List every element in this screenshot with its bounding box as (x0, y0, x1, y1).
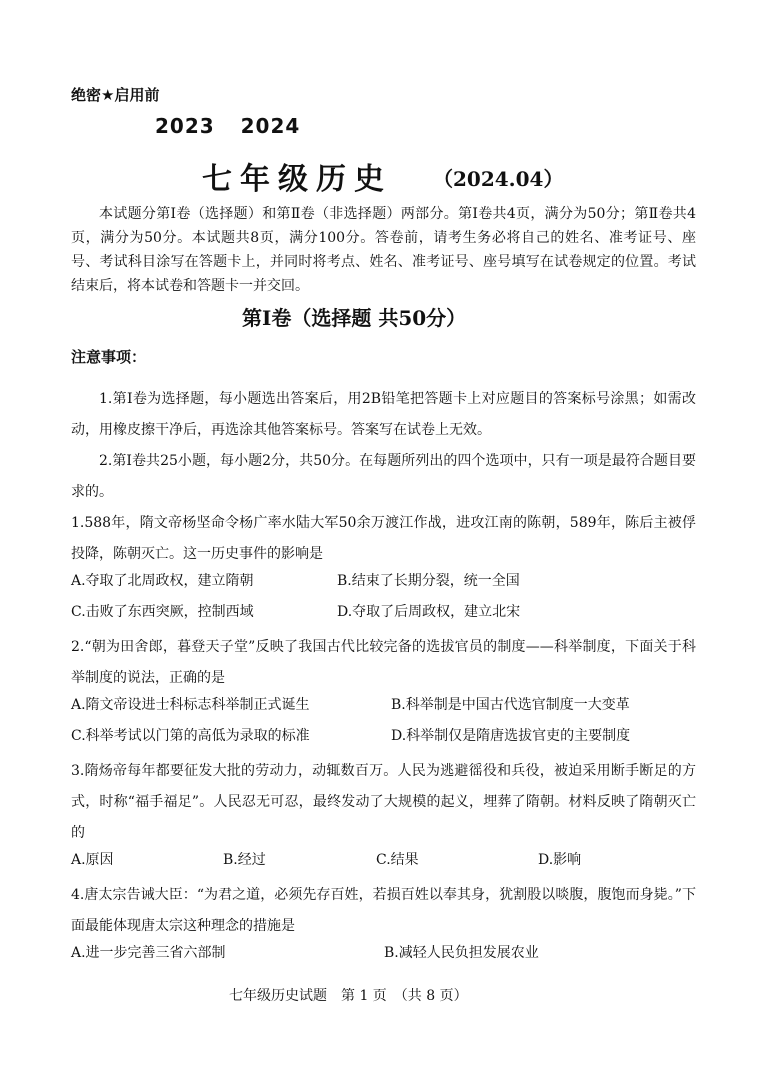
exam-date: （2024.04） (433, 167, 564, 191)
notice-title: 注意事项： (71, 348, 147, 366)
question-3-option-c: C.结果 (376, 852, 419, 868)
notice-item-1: 1.第Ⅰ卷为选择题，每小题选出答案后，用2B铅笔把答题卡上对应题目的答案标号涂黑；如需改动，用橡皮擦干净后，再选涂其他答案标号。答案写在试卷上无效。 (71, 391, 696, 438)
question-2-stem: 2.“朝为田舍郎，暮登天子堂”反映了我国古代比较完备的选拔官员的制度——科举制度，下面关于科举制度的说法，正确的是 (71, 639, 696, 686)
school-year (155, 114, 300, 138)
page-footer: 七年级历史试题 第 1 页 （共 8 页） (229, 988, 468, 1004)
exam-instructions: 本试题分第Ⅰ卷（选择题）和第Ⅱ卷（非选择题）两部分。第Ⅰ卷共4页，满分为50分；第Ⅱ卷共4页，满分为50分。本试题共8页，满分100分。答卷前，请考生务必将自己的姓名、准考证号、座号、考试科目涂写在答题卡上，并同时将考点、姓名、准考证号、座号填写在试卷规定的位置。考试结束后，将本试卷和答题卡一并交回。 (71, 206, 696, 294)
notice-item-2: 2.第Ⅰ卷共25小题，每小题2分，共50分。在每题所列出的四个选项中，只有一项是最符合题目要求的。 (71, 453, 696, 500)
question-1-stem: 1.588年，隋文帝杨坚命令杨广率水陆大军50余万渡江作战，进攻江南的陈朝，589年，陈后主被俘投降，陈朝灭亡。这一历史事件的影响是 (71, 515, 696, 562)
page-title: 七年级历史 (202, 162, 392, 197)
question-1-option-b: B.结束了长期分裂，统一全国 (337, 573, 520, 589)
question-1-option-c: C.击败了东西突厥，控制西域 (71, 604, 254, 620)
question-1-option-a: A.夺取了北周政权，建立隋朝 (71, 573, 254, 589)
section-heading: 第Ⅰ卷（选择题 共50分） (242, 306, 467, 330)
confidential-mark: 绝密★启用前 (71, 86, 160, 104)
question-4-option-b: B.减轻人民负担发展农业 (384, 945, 539, 961)
school-year-start: 2023 (155, 114, 215, 138)
question-3-option-a: A.原因 (71, 852, 114, 868)
question-3-option-d: D.影响 (538, 852, 582, 868)
question-2-option-c: C.科举考试以门第的高低为录取的标准 (71, 728, 310, 744)
question-3-option-b: B.经过 (223, 852, 266, 868)
question-2-option-a: A.隋文帝设进士科标志科举制正式诞生 (71, 697, 310, 713)
school-year-end: 2024 (240, 114, 301, 138)
question-2-option-b: B.科举制是中国古代选官制度一大变革 (391, 697, 630, 713)
question-3-stem: 3.隋炀帝每年都要征发大批的劳动力，动辄数百万。人民为逃避徭役和兵役，被迫采用断手断足的方式，时称“福手福足”。人民忍无可忍，最终发动了大规模的起义，埋葬了隋朝。材料反映了隋朝灭亡的 (71, 763, 696, 841)
question-4-option-a: A.进一步完善三省六部制 (71, 945, 226, 961)
question-1-option-d: D.夺取了后周政权，建立北宋 (337, 604, 521, 620)
question-2-option-d: D.科举制仅是隋唐选拔官吏的主要制度 (391, 728, 631, 744)
question-4-stem: 4.唐太宗告诫大臣：“为君之道，必须先存百姓，若损百姓以奉其身，犹割股以啖腹，腹饱而身毙。”下面最能体现唐太宗这种理念的措施是 (71, 887, 696, 934)
